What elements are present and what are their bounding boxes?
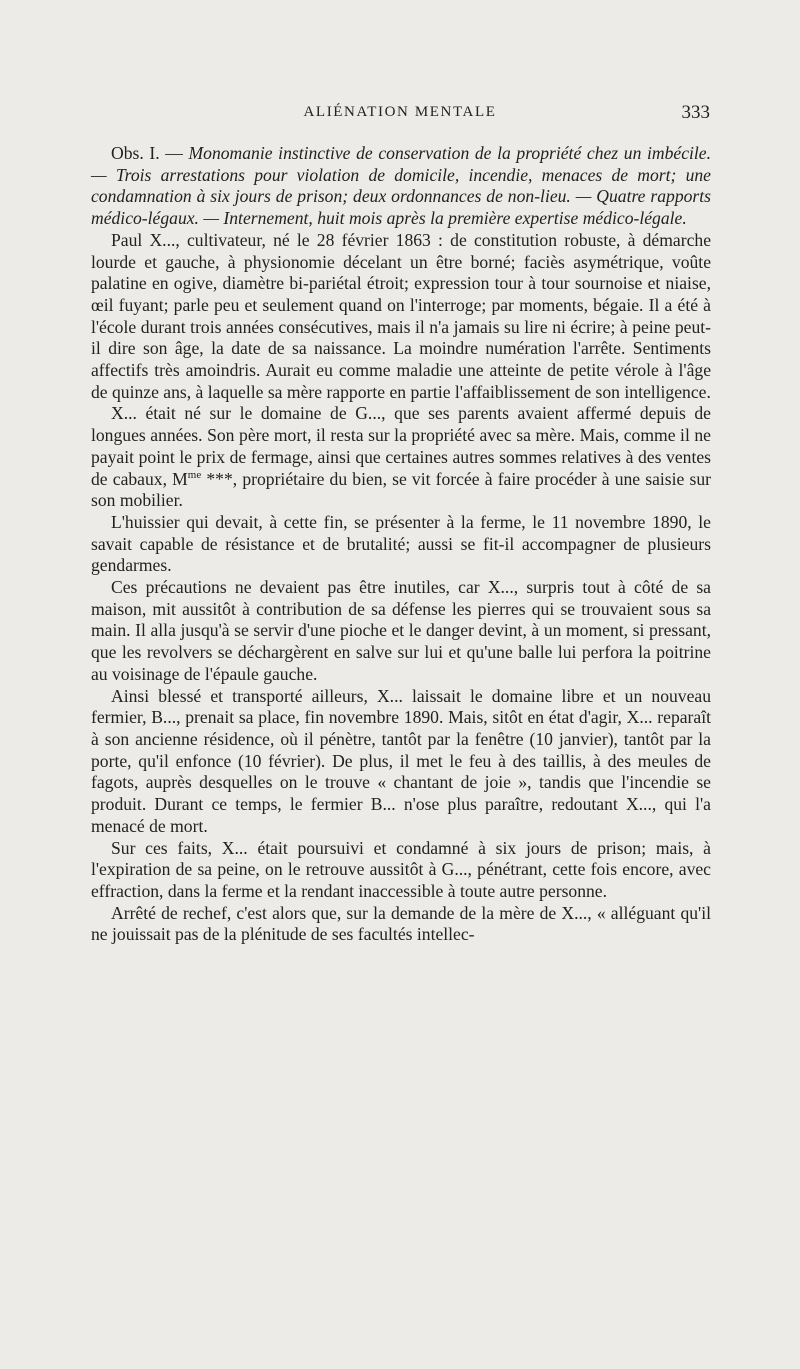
running-title: ALIÉNATION MENTALE: [303, 104, 497, 120]
observation-heading: [91, 143, 711, 230]
paragraph-4: Ces précautions ne devaient pas être inutiles, car X..., surpris tout à côté de sa maison, mit aussitôt à contribution de sa défense les pierres qui se trouvaient sous sa main. Il alla jusqu'à se servir d'une pioche et le danger devint, à un moment, si pressant, que les revolvers se déchargèrent en salve sur lui et qu'une balle lui perfora la poitrine au voisinage de l'épaule gauche.: [91, 577, 711, 684]
paragraph-7: Arrêté de rechef, c'est alors que, sur la demande de la mère de X..., « alléguant qu'il ne jouissait pas de la plénitude de ses facultés intellec-: [91, 902, 711, 945]
paragraph-1: Paul X..., cultivateur, né le 28 février 1863 : de constitution robuste, à démarche lourde et gauche, à physionomie décelant un être borné; faciès asymétrique, voûte palatine en ogive, diamètre bi-pariétal étroit; expression tour à tour sournoise et niaise, œil fuyant; parle peu et seulement quand on l'interroge; par moments, bégaie. Il a été à l'école durant trois années consécutives, mais il n'a jamais su lire ni écrire; à peine peut-il dire son âge, la date de sa naissance. La moindre numération l'arrête. Sentiments affectifs très amoindris. Aurait eu comme maladie une atteinte de petite vérole à l'âge de quinze ans, à laquelle sa mère rapporte en partie l'affaiblissement de son intelligence.: [91, 229, 711, 402]
observation-title: Monomanie instinctive de conservation de la propriété chez un imbécile. — Trois arrestations pour violation de domicile, incendie, menaces de mort; une condamnation à six jours de prison; deux ordonnances de non-lieu. — Quatre rapports médico-légaux. — Internement, huit mois après la première expertise médico-légale.: [91, 143, 711, 229]
paragraph-3: L'huissier qui devait, à cette fin, se présenter à la ferme, le 11 novembre 1890, le savait capable de résistance et de brutalité; aussi se fit-il accompagner de plusieurs gendarmes.: [91, 511, 711, 576]
paragraph-2-text: X... était né sur le domaine de G..., que ses parents avaient affermé depuis de longues années. Son père mort, il resta sur la propriété avec sa mère. Mais, comme il ne payait point le prix de fermage, ainsi que certaines autres sommes relatives à des ventes de cabaux,: [91, 403, 711, 489]
paragraph-2-rest: , propriétaire du bien, se vit forcée à faire procéder à une saisie sur son mobilier.: [91, 468, 711, 511]
paragraph-6: Sur ces faits, X... était poursuivi et condamné à six jours de prison; mais, à l'expiration de sa peine, on le retrouve aussitôt à G..., pénétrant, cette fois encore, avec effraction, dans la ferme et la rendant inaccessible à toute autre personne.: [91, 837, 711, 901]
page-number: 333: [681, 102, 710, 123]
paragraph-2: [91, 403, 711, 512]
abbrev-superscript: me: [187, 468, 202, 481]
paragraph-5: Ainsi blessé et transporté ailleurs, X... laissait le domaine libre et un nouveau fermier, B..., prenait sa place, fin novembre 1890. Mais, sitôt en état d'agir, X... reparaît à son ancienne résidence, où il pénètre, tantôt par la fenêtre (10 janvier), tantôt par la porte, qu'il enfonce (10 février). De plus, il met le feu à des taillis, à des meules de fagots, auprès desquelles on le trouve « chantant de joie », tandis que l'incendie se produit. Durant ce temps, le fermier B... n'ose plus paraître, redoutant X..., qui l'a menacé de mort.: [91, 685, 711, 836]
abbrev-stars: ***: [201, 468, 233, 489]
observation-label: Obs. I. —: [111, 143, 189, 163]
abbrev-base: M: [172, 468, 188, 489]
page-header: [90, 104, 710, 130]
body-text: [91, 143, 711, 946]
